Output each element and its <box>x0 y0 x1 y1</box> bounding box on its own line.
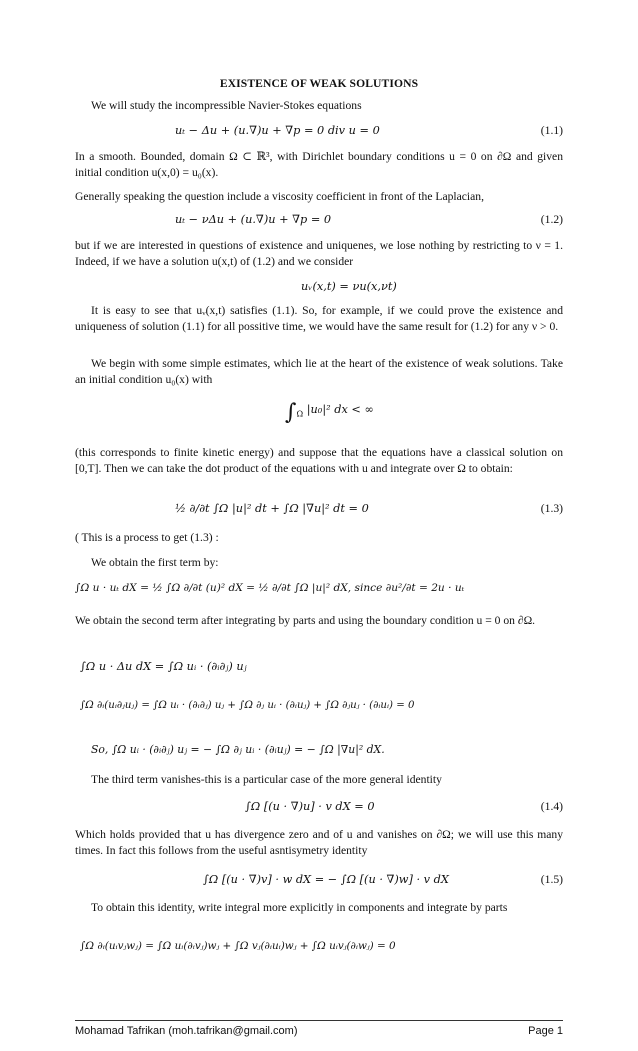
equation-second-term-a <box>75 660 563 680</box>
paragraph-third-term: The third term vanishes-this is a particular case of the more general identity <box>91 773 442 786</box>
paragraph-domain: In a smooth. Bounded, domain Ω ⊂ ℝ³, with Dirichlet boundary conditions u = 0 on ∂Ω and given initial condition u(x,0) = u₀(x). <box>75 150 563 179</box>
integral-symbol: ∫ <box>285 400 297 425</box>
footer-divider <box>75 1020 563 1021</box>
equation-1-1-body: uₜ − Δu + (u.∇)u + ∇p = 0 div u = 0 <box>175 124 380 137</box>
equation-1-2-body: uₜ − νΔu + (u.∇)u + ∇p = 0 <box>175 213 332 226</box>
equation-1-5 <box>75 873 563 893</box>
equation-1-3-body: ½ ∂/∂t ∫Ω |u|² dt + ∫Ω |∇u|² dt = 0 <box>175 502 369 515</box>
document-title: EXISTENCE OF WEAK SOLUTIONS <box>219 77 419 90</box>
equation-final-body: ∫Ω ∂ᵢ(uᵢvⱼwⱼ) = ∫Ω uᵢ(∂ᵢvⱼ)wⱼ + ∫Ω vⱼ(∂ᵢuᵢ)wⱼ + ∫Ω uᵢvⱼ(∂ᵢwⱼ) = 0 <box>80 940 396 952</box>
paragraph-kinetic-energy: (this corresponds to finite kinetic energy) and suppose that the equations have a classical solution on [0,T]. Then we can take the dot product of the equations with u and integrate over Ω to obtain: <box>75 446 563 475</box>
footer-page-number: Page 1 <box>528 1025 563 1037</box>
equation-energy-integrand: |u₀|² dx < ∞ <box>306 403 374 416</box>
equation-first-term <box>75 582 563 602</box>
footer-author: Mohamad Tafrikan (moh.tafrikan@gmail.com) <box>75 1025 298 1037</box>
paragraph-identity: To obtain this identity, write integral more explicitly in components and integrate by parts <box>91 901 508 914</box>
equation-so-body: So, ∫Ω uᵢ · (∂ᵢ∂ⱼ) uⱼ = − ∫Ω ∂ⱼ uᵢ · (∂ᵢuⱼ) = − ∫Ω |∇u|² dX. <box>91 743 385 756</box>
paragraph-estimates: We begin with some simple estimates, which lie at the heart of the existence of weak solutions. Take an initial condition u₀(x) with <box>75 357 563 386</box>
equation-scaling <box>75 280 563 300</box>
paragraph-intro: We will study the incompressible Navier-Stokes equations <box>91 99 362 112</box>
equation-1-5-body: ∫Ω [(u · ∇)v] · w dX = − ∫Ω [(u · ∇)w] · v dX <box>203 873 449 886</box>
equation-1-4-number: (1.4) <box>540 800 563 813</box>
equation-1-4-body: ∫Ω [(u · ∇)u] · v dX = 0 <box>245 800 375 813</box>
equation-energy-body: $\int_\Omega$ |u₀|² dx < ∞ <box>285 400 374 425</box>
equation-1-4 <box>75 800 563 820</box>
paragraph-restriction: but if we are interested in questions of existence and uniquenes, we lose nothing by restricting to ν = 1. Indeed, if we have a solution u(x,t) of (1.2) and we consider <box>75 239 563 268</box>
equation-second-term-a-body: ∫Ω u · Δu dX = ∫Ω uᵢ · (∂ᵢ∂ⱼ) uⱼ <box>80 660 247 673</box>
equation-1-3-number: (1.3) <box>540 502 563 515</box>
equation-1-2-number: (1.2) <box>540 213 563 226</box>
equation-second-term-b-body: ∫Ω ∂ᵢ(uᵢ∂ⱼuⱼ) = ∫Ω uᵢ · (∂ᵢ∂ⱼ) uⱼ + ∫Ω ∂ⱼ uᵢ · (∂ᵢuⱼ) + ∫Ω ∂ⱼuⱼ · (∂ᵢuᵢ) = 0 <box>80 700 415 711</box>
paragraph-second-term: We obtain the second term after integrating by parts and using the boundary condition u = 0 on ∂Ω. <box>75 614 536 627</box>
equation-1-1 <box>75 124 563 144</box>
equation-1-5-number: (1.5) <box>540 873 563 886</box>
equation-1-3 <box>75 502 563 522</box>
equation-final <box>75 940 563 960</box>
paragraph-viscosity: Generally speaking the question include a viscosity coefficient in front of the Laplacian, <box>75 190 484 203</box>
equation-1-1-number: (1.1) <box>540 124 563 137</box>
equation-energy <box>75 400 563 430</box>
paragraph-scaling-result: It is easy to see that uᵥ(x,t) satisfies (1.1). So, for example, if we could prove the existence and uniqueness of solution (1.1) for all possitive time, we would have the same result for (1.2) for any ν > 0. <box>75 304 563 333</box>
equation-second-term-b <box>75 700 563 720</box>
equation-first-term-body: ∫Ω u · uₜ dX = ½ ∫Ω ∂/∂t (u)² dX = ½ ∂/∂t ∫Ω |u|² dX, since ∂u²/∂t = 2u · uₜ <box>75 582 465 594</box>
equation-scaling-body: uᵥ(x,t) = νu(x,νt) <box>301 280 397 293</box>
paragraph-first-term: We obtain the first term by: <box>91 556 219 569</box>
equation-1-2 <box>75 213 563 233</box>
paragraph-process: ( This is a process to get (1.3) : <box>75 531 219 544</box>
paragraph-divergence: Which holds provided that u has divergence zero and of u and vanishes on ∂Ω; we will use this many times. In fact this follows from the useful asntisymetry identity <box>75 828 563 857</box>
equation-so <box>75 743 563 763</box>
